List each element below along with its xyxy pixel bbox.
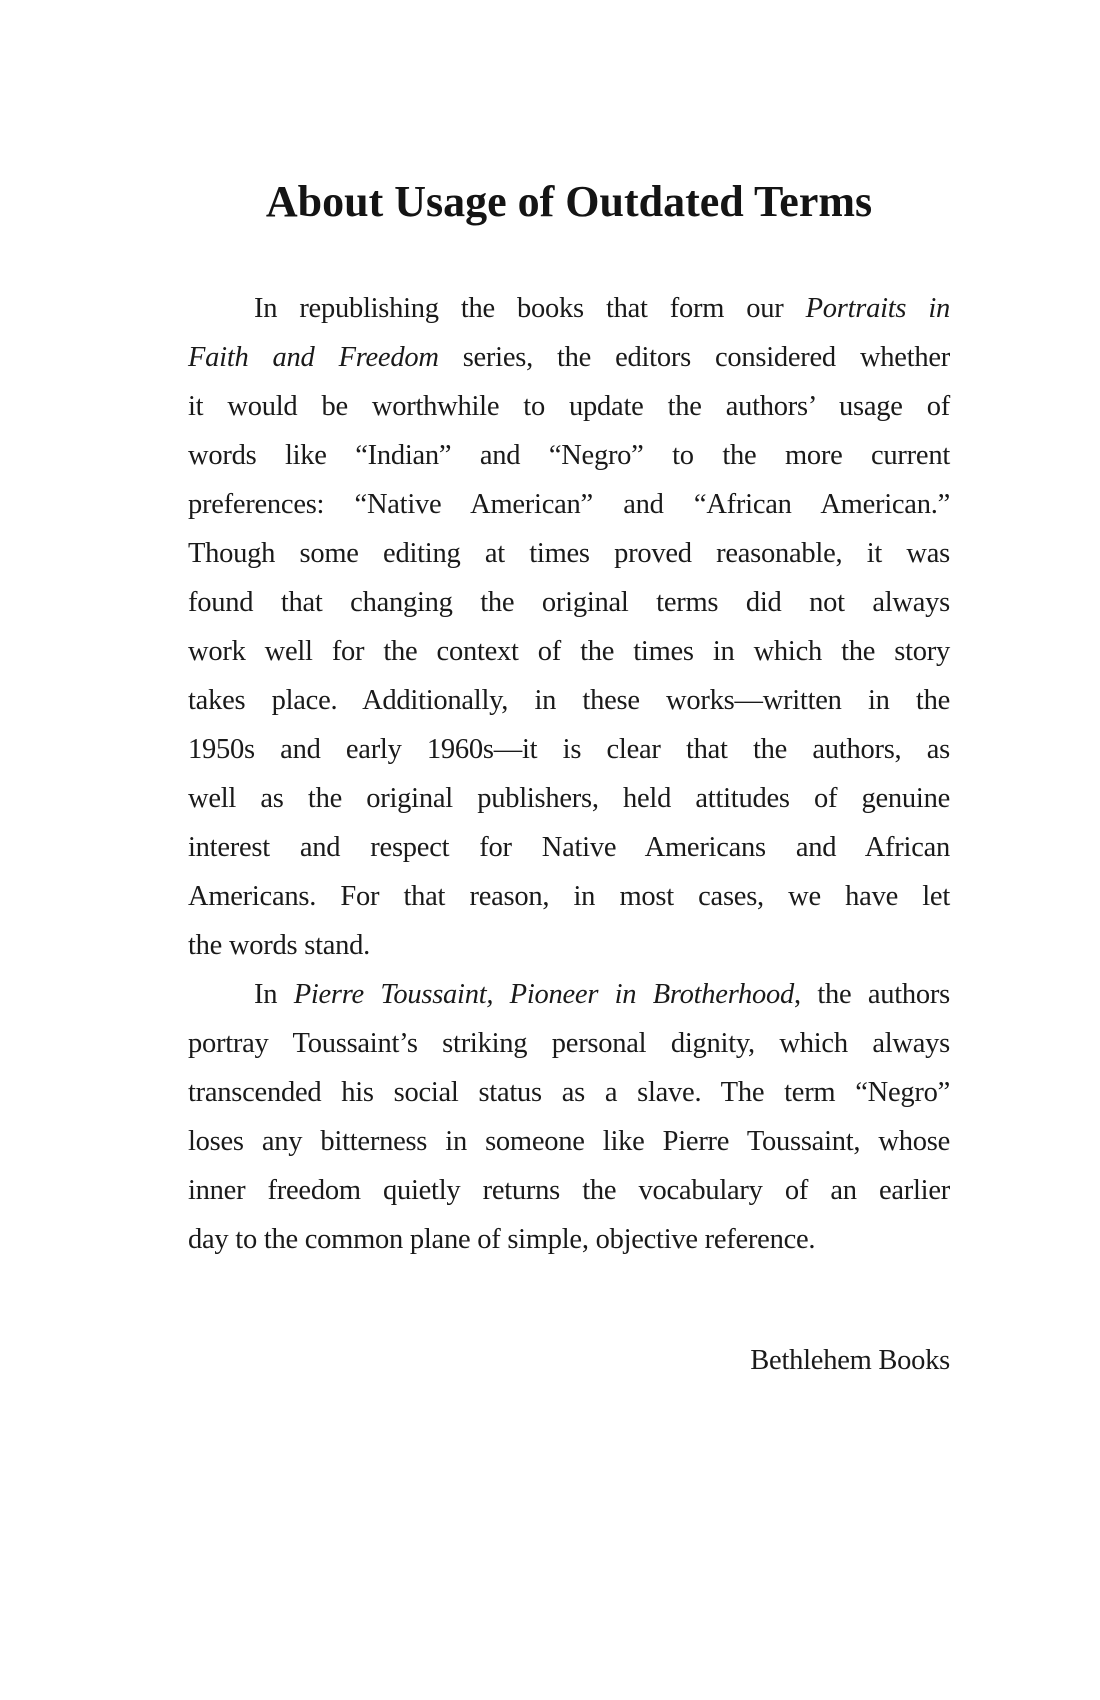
italic-run: Pierre Toussaint, Pioneer in Brotherhood [293,979,795,1010]
text-run: , the authors [794,979,950,1010]
text-run: In republishing the books that form our [254,293,806,324]
italic-run: Portraits in [805,293,950,324]
text-line [188,1068,950,1117]
text-run: portray Toussaint’s striking personal dignity, which always [188,1028,950,1059]
text-run: found that changing the original terms did not always [188,587,950,618]
text-run: 1950s and early 1960s—it is clear that the authors, as [188,734,950,765]
text-run: transcended his social status as a slave. The term “Negro” [188,1077,950,1108]
paragraph [188,970,950,1264]
text-run: interest and respect for Native Americans and African [188,832,950,863]
text-line [188,872,950,921]
text-line [188,431,950,480]
text-run: well as the original publishers, held attitudes of genuine [188,783,950,814]
text-line [188,333,950,382]
text-run: words like “Indian” and “Negro” to the more current [188,440,950,471]
text-line [188,970,950,1019]
text-run: In [254,979,294,1010]
text-line [188,578,950,627]
text-run: series, the editors considered whether [438,342,950,373]
text-run: Americans. For that reason, in most cases, we have let [188,881,950,912]
text-line [188,1215,950,1264]
text-line [188,284,950,333]
italic-run: Faith and Freedom [188,342,439,373]
publisher-signature: Bethlehem Books [750,1345,950,1376]
text-run: day to the common plane of simple, objective reference. [188,1224,816,1255]
text-run: loses any bitterness in someone like Pierre Toussaint, whose [188,1126,950,1157]
page-content [188,170,950,1385]
text-line [188,627,950,676]
body-paragraphs [188,284,950,1264]
text-run: takes place. Additionally, in these works—written in the [188,685,950,716]
text-run: work well for the context of the times in which the story [188,636,950,667]
text-line [188,382,950,431]
text-run: it would be worthwhile to update the authors’ usage of [188,391,950,422]
text-run: the words stand. [188,930,371,961]
text-line [188,1166,950,1215]
text-line [188,1019,950,1068]
text-run: Though some editing at times proved reasonable, it was [188,538,950,569]
paragraph [188,284,950,970]
text-line [188,921,950,970]
page-title: About Usage of Outdated Terms [265,177,873,226]
text-line [188,676,950,725]
text-line [188,725,950,774]
text-line [188,480,950,529]
text-line [188,529,950,578]
text-line [188,823,950,872]
text-line [188,1117,950,1166]
text-line [188,774,950,823]
text-run: preferences: “Native American” and “African American.” [188,489,950,520]
text-run: inner freedom quietly returns the vocabulary of an earlier [188,1175,950,1206]
